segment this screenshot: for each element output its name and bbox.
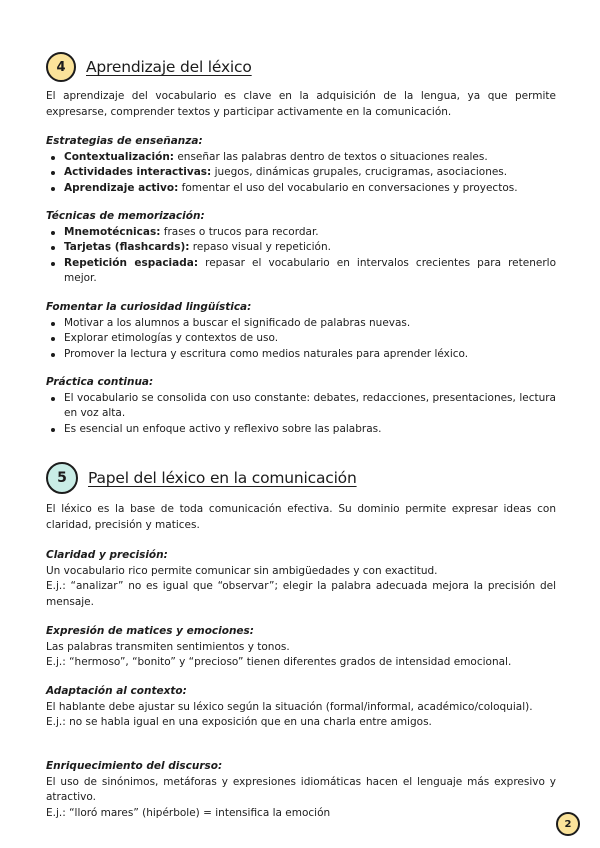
enrichment-group [46, 759, 556, 821]
section-4-heading [46, 52, 252, 82]
paragraph: El uso de sinónimos, metáforas y expresiones idiomáticas hacen el lenguaje más expresivo y atractivo. [46, 775, 556, 803]
nuances-group [46, 624, 556, 671]
group-title: Enriquecimiento del discurso: [46, 760, 223, 772]
list-item: Explorar etimologías y contextos de uso. [46, 331, 556, 347]
memorization-group [46, 209, 556, 287]
group-title: Adaptación al contexto: [46, 685, 187, 697]
curiosity-list [46, 316, 556, 363]
section-5-intro: El léxico es la base de toda comunicación efectiva. Su dominio permite expresar ideas con claridad, precisión y matices. [46, 503, 556, 531]
paragraph: Las palabras transmiten sentimientos y tonos. [46, 640, 290, 653]
list-item: Tarjetas (flashcards): repaso visual y repetición. [46, 240, 556, 256]
paragraph: El hablante debe ajustar su léxico según la situación (formal/informal, académico/coloquial). [46, 700, 533, 713]
example: E.j.: “analizar” no es igual que “observar”; elegir la palabra adecuada mejora la precisión del mensaje. [46, 580, 556, 608]
practice-list [46, 391, 556, 438]
context-group [46, 684, 556, 731]
example: E.j.: “hermoso”, “bonito” y “precioso” tienen diferentes grados de intensidad emocional. [46, 656, 512, 668]
section-5-heading [46, 462, 357, 494]
memorization-list [46, 225, 556, 287]
list-item: Es esencial un enfoque activo y reflexivo sobre las palabras. [46, 422, 556, 438]
clarity-group [46, 548, 556, 610]
example: E.j.: “lloró mares” (hipérbole) = intensifica la emoción [46, 806, 331, 819]
strategies-group [46, 134, 556, 196]
group-title: Práctica continua: [46, 376, 154, 388]
curiosity-group [46, 300, 556, 362]
section-4-intro: El aprendizaje del vocabulario es clave en la adquisición de la lengua, ya que permite expresarse, comprender textos y participar activamente en la comunicación. [46, 90, 556, 118]
list-item: Motivar a los alumnos a buscar el significado de palabras nuevas. [46, 316, 556, 332]
group-title: Fomentar la curiosidad lingüística: [46, 301, 252, 313]
practice-group [46, 375, 556, 437]
page-number-badge: 2 [556, 812, 580, 836]
strategies-list [46, 150, 556, 197]
list-item: Contextualización: enseñar las palabras dentro de textos o situaciones reales. [46, 150, 556, 166]
section-title: Aprendizaje del léxico [86, 58, 252, 76]
list-item: Repetición espaciada: repasar el vocabulario en intervalos crecientes para retenerlo mejor. [46, 256, 556, 287]
section-title: Papel del léxico en la comunicación [88, 469, 357, 487]
list-item: Actividades interactivas: juegos, dinámicas grupales, crucigramas, asociaciones. [46, 165, 556, 181]
section-number-badge: 5 [46, 462, 78, 494]
list-item: Mnemotécnicas: frases o trucos para recordar. [46, 225, 556, 241]
group-title: Claridad y precisión: [46, 549, 168, 561]
group-title: Estrategias de enseñanza: [46, 135, 203, 147]
paragraph: Un vocabulario rico permite comunicar sin ambigüedades y con exactitud. [46, 564, 438, 577]
list-item: Promover la lectura y escritura como medios naturales para aprender léxico. [46, 347, 556, 363]
list-item: Aprendizaje activo: fomentar el uso del vocabulario en conversaciones y proyectos. [46, 181, 556, 197]
group-title: Técnicas de memorización: [46, 210, 205, 222]
example: E.j.: no se habla igual en una exposición que en una charla entre amigos. [46, 716, 432, 728]
list-item: El vocabulario se consolida con uso constante: debates, redacciones, presentaciones, lectura en voz alta. [46, 391, 556, 422]
group-title: Expresión de matices y emociones: [46, 625, 255, 637]
section-number-badge: 4 [46, 52, 76, 82]
